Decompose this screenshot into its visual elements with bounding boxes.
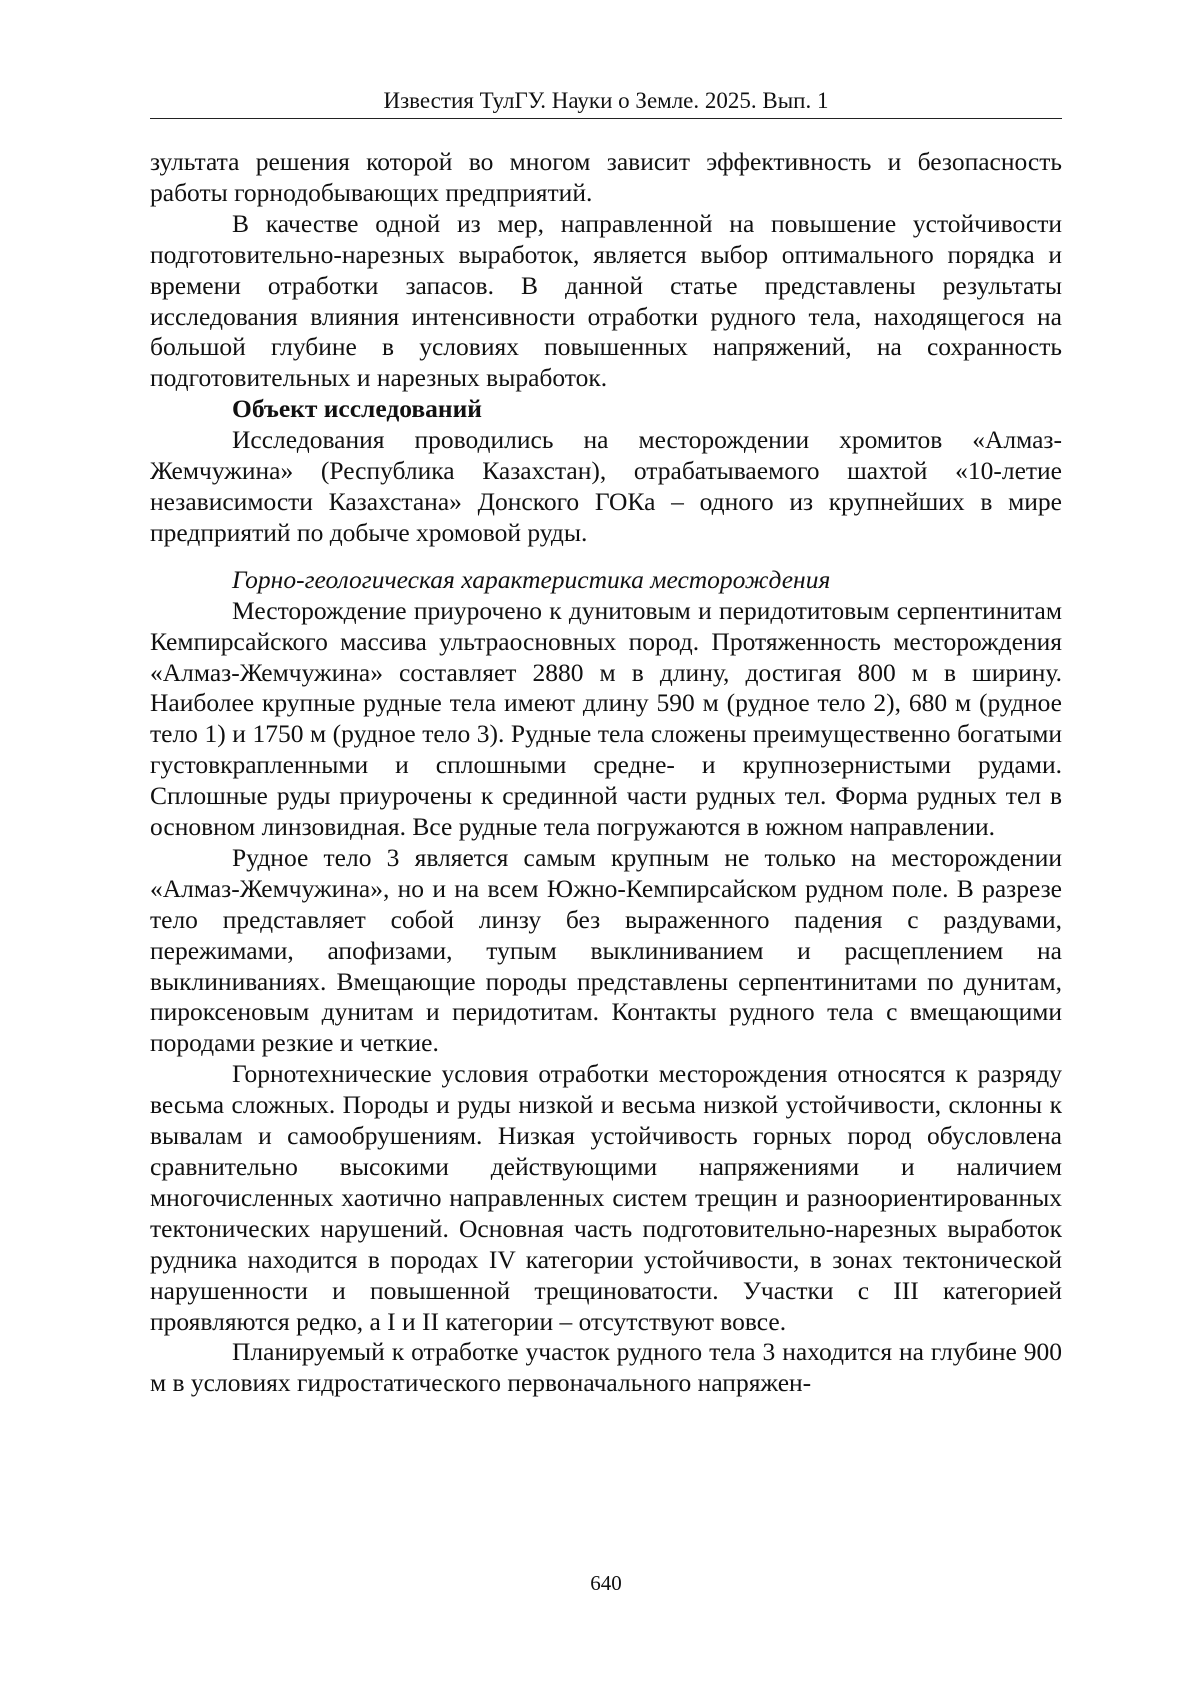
subsection-heading-geology: Горно-геологическая характеристика месторождения bbox=[232, 564, 831, 594]
paragraph-ore-body-3: Рудное тело 3 является самым крупным не только на месторождении «Алмаз-Жемчужина», но и на всем Южно-Кемпирсайском рудном поле. В разрезе тело представляет собой линзу без выраженного падения с раздувами, пережимами, апофизами, тупым выклиниванием и расщеплением на выклиниваниях. Вмещающие породы представлены серпентинитами по дунитам, пироксеновым дунитам и перидотитам. Контакты рудного тела с вмещающими породами резкие и четкие. bbox=[150, 842, 1062, 1058]
running-header: Известия ТулГУ. Науки о Земле. 2025. Вып. 1 bbox=[383, 88, 829, 113]
paragraph-measures: В качестве одной из мер, направленной на повышение устойчивости подготовительно-нарезных выработок, является выбор оптимального порядка и времени отработки запасов. В данной статье представлены результаты исследования влияния интенсивности отработки рудного тела, находящегося на большой глубине в условиях повышенных напряжений, на сохранность подготовительных и нарезных выработок. bbox=[150, 208, 1062, 393]
article-body bbox=[150, 147, 1062, 1399]
paragraph-deposit-description: Месторождение приурочено к дунитовым и перидотитовым серпентинитам Кемпирсайского массива ультраосновных пород. Протяженность месторождения «Алмаз-Жемчужина» составляет 2880 м в длину, достигая 800 м в ширину. Наиболее крупные рудные тела имеют длину 590 м (рудное тело 2), 680 м (рудное тело 1) и 1750 м (рудное тело 3). Рудные тела сложены преимущественно богатыми густовкрапленными и сплошными средне- и крупнозернистыми рудами. Сплошные руды приурочены к срединной части рудных тел. Форма рудных тел в основном линзовидная. Все рудные тела погружаются в южном направлении. bbox=[150, 595, 1062, 842]
page-number: 640 bbox=[590, 1571, 622, 1595]
paragraph-mining-conditions: Горнотехнические условия отработки месторождения относятся к разряду весьма сложных. Породы и руды низкой и весьма низкой устойчивости, склонны к вывалам и самообрушениям. Низкая устойчивость горных пород обусловлена сравнительно высокими действующими напряжениями и наличием многочисленных хаотично направленных систем трещин и разноориентированных тектонических нарушений. Основная часть подготовительно-нарезных выработок рудника находится в породах IV категории устойчивости, в зонах тектонической нарушенности и повышенной трещиноватости. Участки с III категорией проявляются редко, а I и II категории – отсутствуют вовсе. bbox=[150, 1059, 1062, 1336]
section-heading-research-object: Объект исследований bbox=[232, 394, 482, 424]
header-rule bbox=[150, 118, 1062, 119]
paragraph-planned-section: Планируемый к отработке участок рудного тела 3 находится на глубине 900 м в условиях гидростатического первоначального напряжен- bbox=[150, 1337, 1062, 1398]
paragraph-continuation: зультата решения которой во многом зависит эффективность и безопасность работы горнодобывающих предприятий. bbox=[150, 147, 1062, 207]
paragraph-research-site: Исследования проводились на месторождении хромитов «Алмаз-Жемчужина» (Республика Казахстан), отрабатываемого шахтой «10-летие независимости Казахстана» Донского ГОКа – одного из крупнейших в мире предприятий по добыче хромовой руды. bbox=[150, 425, 1062, 547]
